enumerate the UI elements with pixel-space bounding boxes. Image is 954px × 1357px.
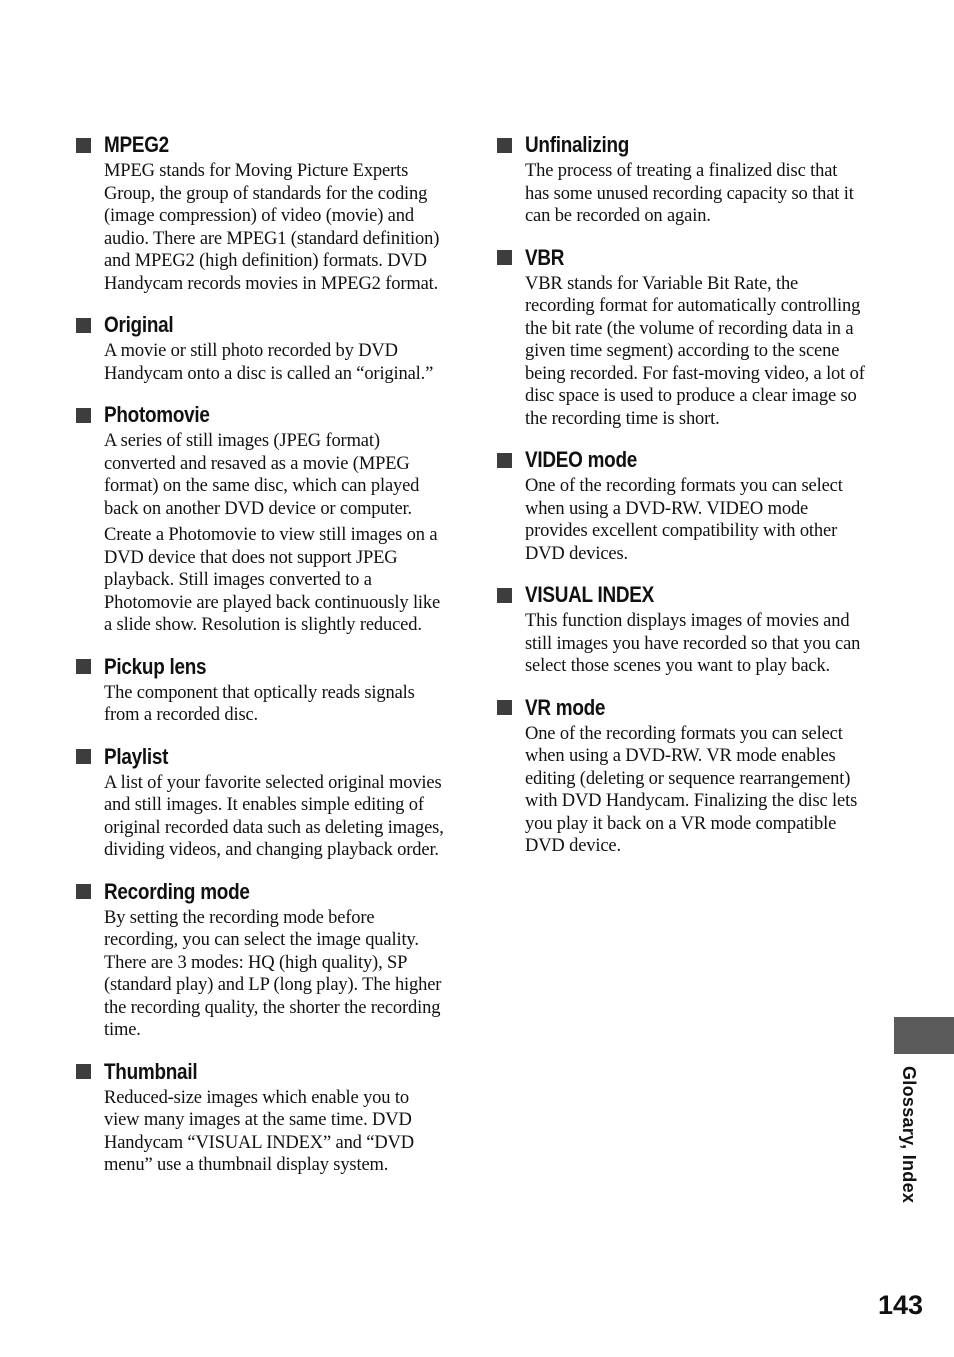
glossary-column-right: [497, 130, 865, 873]
square-bullet-icon: [76, 138, 91, 153]
glossary-entry-mpeg2: [76, 130, 444, 295]
description-paragraph: Reduced-size images which enable you to view many images at the same time. DVD Handycam “VISUAL INDEX” and “DVD menu” use a thumbnail display system.: [104, 1087, 414, 1175]
description-paragraph: This function displays images of movies and still images you have recorded so that you can select those scenes you want to play back.: [525, 611, 861, 676]
square-bullet-icon: [76, 749, 91, 764]
glossary-entry-visual-index: [497, 580, 865, 678]
glossary-entry-original: [76, 310, 444, 385]
glossary-term: VR mode: [525, 694, 606, 720]
glossary-column-left: [76, 130, 444, 1192]
glossary-entry-vr-mode: [497, 693, 865, 858]
glossary-entry-recording-mode: [76, 877, 444, 1042]
description-paragraph: A movie or still photo recorded by DVD Handycam onto a disc is called an “original.”: [104, 341, 434, 384]
glossary-description: [104, 907, 444, 1042]
glossary-description: [525, 723, 865, 858]
page-number: 143: [878, 1290, 924, 1320]
glossary-entry-photomovie: [76, 400, 444, 637]
glossary-description: [104, 340, 444, 385]
square-bullet-icon: [497, 453, 512, 468]
glossary-entry-unfinalizing: [497, 130, 865, 228]
glossary-term: VBR: [525, 244, 565, 270]
glossary-description: [525, 610, 865, 678]
description-paragraph: Create a Photomovie to view still images on a DVD device that does not support JPEG playback. Still images converted to a Photomovie are played back continuously like a slide show. Resolution is slightly reduced.: [104, 525, 441, 635]
glossary-term: Thumbnail: [104, 1058, 198, 1084]
square-bullet-icon: [76, 884, 91, 899]
glossary-term: Recording mode: [104, 878, 250, 904]
square-bullet-icon: [497, 588, 512, 603]
glossary-term: MPEG2: [104, 132, 169, 157]
glossary-description: [104, 1087, 444, 1177]
glossary-term: Pickup lens: [104, 653, 207, 679]
description-paragraph: The process of treating a finalized disc that has some unused recording capacity so that it can be recorded on again.: [525, 161, 854, 226]
glossary-description: [104, 430, 444, 637]
section-tab-marker: [894, 1017, 954, 1054]
glossary-description: [104, 682, 444, 727]
glossary-entry-pickup-lens: [76, 652, 444, 727]
glossary-term: VISUAL INDEX: [525, 582, 655, 607]
square-bullet-icon: [497, 138, 512, 153]
square-bullet-icon: [76, 659, 91, 674]
glossary-entry-thumbnail: [76, 1057, 444, 1177]
section-side-label-text: Glossary, Index: [899, 1066, 919, 1204]
square-bullet-icon: [497, 250, 512, 265]
square-bullet-icon: [76, 318, 91, 333]
description-paragraph: One of the recording formats you can select when using a DVD-RW. VIDEO mode provides excellent compatibility with other DVD devices.: [525, 476, 843, 564]
description-paragraph: MPEG stands for Moving Picture Experts Group, the group of standards for the coding (image compression) of video (movie) and audio. There are MPEG1 (standard definition) and MPEG2 (high definition) formats. DVD Handycam records movies in MPEG2 format.: [104, 161, 440, 294]
glossary-term: VIDEO mode: [525, 447, 638, 472]
glossary-description: [525, 160, 865, 228]
description-paragraph: A list of your favorite selected original movies and still images. It enables simple editing of original recorded data such as deleting images, dividing videos, and changing playback order.: [104, 772, 444, 860]
glossary-term: Photomovie: [104, 402, 210, 427]
description-paragraph: A series of still images (JPEG format) converted and resaved as a movie (MPEG format) on the same disc, which can played back on another DVD device or computer.: [104, 431, 420, 519]
square-bullet-icon: [76, 1064, 91, 1079]
description-paragraph: By setting the recording mode before recording, you can select the image quality. There are 3 modes: HQ (high quality), SP (standard play) and LP (long play). The higher the recording quality, the shorter the recording time.: [104, 907, 442, 1040]
glossary-entry-vbr: [497, 243, 865, 431]
square-bullet-icon: [497, 700, 512, 715]
glossary-entry-video-mode: [497, 445, 865, 565]
description-paragraph: VBR stands for Variable Bit Rate, the recording format for automatically controlling the bit rate (the volume of recording data in a given time segment) according to the scene being recorded. For fast-moving video, a lot of disc space is used to produce a clear image so the recording time is short.: [525, 273, 865, 429]
glossary-description: [525, 475, 865, 565]
description-paragraph: One of the recording formats you can select when using a DVD-RW. VR mode enables editing (deleting or sequence rearrangement) with DVD Handycam. Finalizing the disc lets you play it back on a VR mode compatible DVD device.: [525, 723, 858, 856]
glossary-term: Playlist: [104, 743, 169, 769]
description-paragraph: The component that optically reads signals from a recorded disc.: [104, 682, 415, 725]
glossary-term: Original: [104, 312, 174, 337]
glossary-description: [104, 772, 444, 862]
glossary-entry-playlist: [76, 742, 444, 862]
square-bullet-icon: [76, 408, 91, 423]
glossary-description: [104, 160, 444, 295]
glossary-description: [525, 273, 865, 431]
section-side-label: [895, 1066, 925, 1206]
glossary-term: Unfinalizing: [525, 132, 630, 157]
